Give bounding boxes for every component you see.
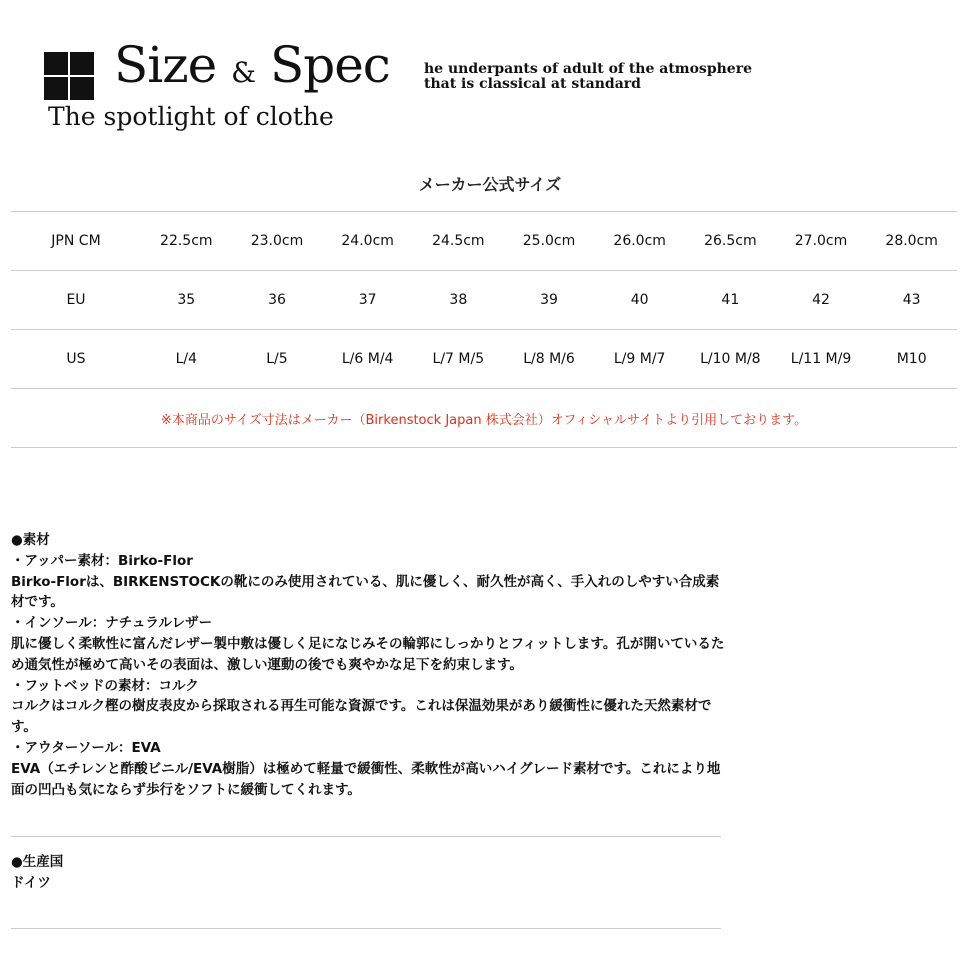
brand-title — [114, 36, 390, 94]
size-cell: L/7 M/5 — [432, 351, 485, 367]
origin-value: ドイツ — [11, 875, 51, 891]
brand-title-spec: Spec — [269, 36, 390, 94]
tagline-line-2: that is classical at standard — [424, 76, 641, 92]
section-divider — [11, 928, 721, 929]
row-label: US — [66, 351, 86, 367]
outsole-title: ・アウターソール：EVA — [11, 739, 161, 756]
upper-title: ・アッパー素材：Birko-Flor — [11, 552, 193, 569]
insole-title: ・インソール：ナチュラルレザー — [11, 615, 213, 632]
size-cell: 24.0cm — [341, 233, 394, 249]
size-cell: 36 — [268, 292, 286, 308]
size-cell: 25.0cm — [522, 233, 576, 249]
footbed-description: コルクはコルク樫の樹皮表皮から採取される再生可能な資源です。これは保温効果があり緩衝性に優れた天然素材です。 — [11, 698, 712, 736]
size-row-us — [11, 330, 957, 389]
brand-logo-icon — [44, 52, 94, 100]
origin-heading: ●生産国 — [11, 854, 64, 870]
size-cell: L/11 M/9 — [790, 351, 852, 367]
size-source-note: ※本商品のサイズ寸法はメーカー（Birkenstock Japan 株式会社）オフィシャルサイトより引用しております。 — [11, 389, 957, 448]
size-cell: 39 — [540, 292, 558, 308]
size-cell: 43 — [902, 292, 921, 308]
origin-section — [11, 852, 711, 894]
size-cell: L/6 M/4 — [341, 351, 394, 367]
outsole-description: EVA（エチレンと酢酸ビニル/EVA樹脂）は極めて軽量で緩衝性、柔軟性が高いハイグレード素材です。これにより地面の凹凸も気にならず歩行をソフトに緩衝してくれます。 — [11, 760, 721, 798]
insole-description: 肌に優しく柔軟性に富んだレザー製中敷は優しく足になじみその輪郭にしっかりとフィットします。孔が開いているため通気性が極めて高いその表面は、激しい運動の後でも爽やかな足下を約束します。 — [11, 635, 725, 673]
brand-title-size: Size — [114, 36, 217, 94]
row-label: EU — [66, 292, 86, 308]
size-cell: 40 — [630, 292, 649, 308]
size-cell: 28.0cm — [885, 233, 938, 249]
footbed-title: ・フットベッドの素材：コルク — [11, 677, 199, 694]
brand-tagline — [424, 62, 752, 92]
size-cell: L/5 — [266, 351, 288, 367]
size-cell: 27.0cm — [794, 233, 848, 249]
size-cell: L/10 M/8 — [700, 351, 761, 367]
material-section — [11, 530, 726, 800]
size-cell: 35 — [177, 292, 196, 308]
size-cell: L/8 M/6 — [523, 351, 575, 367]
size-table — [11, 211, 957, 448]
size-cell: 41 — [721, 292, 740, 308]
size-chart-title: メーカー公式サイズ — [418, 175, 562, 194]
brand-title-amp: & — [231, 56, 256, 89]
tagline-line-1: he underpants of adult of the atmosphere — [424, 61, 752, 77]
size-cell: 38 — [449, 292, 468, 308]
size-cell: 26.5cm — [704, 233, 757, 249]
brand-header — [0, 0, 980, 150]
section-divider — [11, 836, 721, 837]
size-row-jpn — [11, 212, 957, 271]
size-cell: 24.5cm — [432, 233, 485, 249]
size-cell: 26.0cm — [613, 233, 666, 249]
material-heading: ●素材 — [11, 532, 50, 548]
size-cell: L/9 M/7 — [613, 351, 666, 367]
brand-subtitle: The spotlight of clothe — [48, 102, 334, 131]
size-cell: 22.5cm — [160, 233, 213, 249]
size-cell: 37 — [358, 292, 377, 308]
row-label: JPN CM — [51, 233, 101, 249]
size-cell: 23.0cm — [250, 233, 304, 249]
upper-description: Birko-Florは、BIRKENSTOCKの靴にのみ使用されている、肌に優しく、耐久性が高く、手入れのしやすい合成素材です。 — [11, 573, 720, 611]
size-row-eu — [11, 271, 957, 330]
size-cell: 42 — [812, 292, 830, 308]
size-cell: M10 — [896, 351, 927, 367]
size-cell: L/4 — [175, 351, 198, 367]
